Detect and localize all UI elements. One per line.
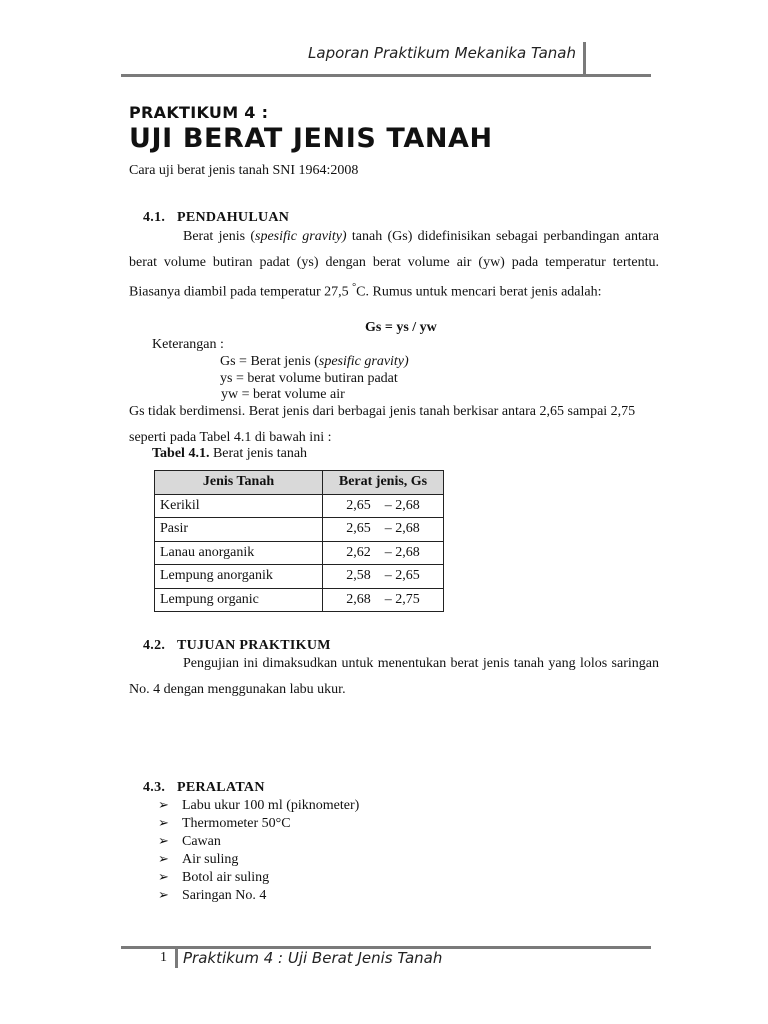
- table-cell: 2,68 – 2,75: [323, 588, 444, 612]
- specific-gravity-table: [154, 470, 444, 612]
- paragraph-text: C. Rumus untuk mencari berat jenis adalah:: [356, 284, 602, 300]
- chapter-subtitle: Cara uji berat jenis tanah SNI 1964:2008: [129, 163, 359, 178]
- list-item-text: Thermometer 50°C: [182, 816, 291, 831]
- list-item-text: Saringan No. 4: [182, 888, 267, 903]
- paragraph-italic: spesific gravity): [255, 229, 347, 244]
- list-item: [158, 851, 359, 869]
- list-item-text: Cawan: [182, 834, 221, 849]
- table-cell: Lanau anorganik: [155, 541, 323, 565]
- list-item: [158, 869, 359, 887]
- table-cell: Lempung anorganik: [155, 565, 323, 589]
- keterangan-italic: spesific gravity): [318, 354, 409, 369]
- arrow-bullet-icon: ➢: [158, 834, 169, 849]
- running-footer: Praktikum 4 : Uji Berat Jenis Tanah: [183, 949, 443, 967]
- list-item-text: Air suling: [182, 852, 239, 867]
- list-item: [158, 887, 359, 905]
- list-item-text: Botol air suling: [182, 870, 270, 885]
- paragraph-definition: [129, 224, 659, 305]
- equipment-list: [158, 797, 359, 905]
- table-header-row: [155, 471, 444, 495]
- section-number: 4.1.: [143, 210, 166, 225]
- table-row: [155, 518, 444, 542]
- column-header: Berat jenis, Gs: [323, 471, 444, 495]
- keterangan-yw: yw = berat volume air: [221, 387, 345, 402]
- arrow-bullet-icon: ➢: [158, 798, 169, 813]
- page-number: 1: [160, 950, 167, 965]
- chapter-label: PRAKTIKUM 4 :: [129, 103, 269, 122]
- footer-divider-vertical: [175, 948, 178, 968]
- keterangan-text: Gs = Berat jenis (: [220, 354, 319, 369]
- keterangan-gs: [220, 354, 409, 370]
- table-caption: [152, 446, 307, 462]
- table-caption-text: Berat jenis tanah: [209, 446, 308, 461]
- table-caption-label: Tabel 4.1.: [152, 446, 210, 461]
- arrow-bullet-icon: ➢: [158, 870, 169, 885]
- table-cell: Lempung organic: [155, 588, 323, 612]
- arrow-bullet-icon: ➢: [158, 816, 169, 831]
- header-rule: [121, 74, 651, 77]
- paragraph-text: tanah (Gs) didefinisikan sebagai perbandingan antara berat volume butiran padat (ys) dengan berat volume air (yw) pada temperatur tertentu. Biasanya diambil pada temperatur 27,5: [129, 229, 660, 300]
- section-number: 4.3.: [143, 780, 166, 795]
- arrow-bullet-icon: ➢: [158, 852, 169, 867]
- table-cell: 2,65 – 2,68: [323, 494, 444, 518]
- list-item: [158, 815, 359, 833]
- column-header: Jenis Tanah: [155, 471, 323, 495]
- list-item: [158, 797, 359, 815]
- list-item: [158, 833, 359, 851]
- section-title: PENDAHULUAN: [177, 210, 290, 225]
- table-row: [155, 565, 444, 589]
- table-row: [155, 588, 444, 612]
- table-row: [155, 541, 444, 565]
- running-header: Laporan Praktikum Mekanika Tanah: [308, 44, 576, 62]
- table-cell: 2,65 – 2,68: [323, 518, 444, 542]
- paragraph-text: Pengujian ini dimaksudkan untuk menentukan berat jenis tanah yang lolos saringan No. 4 dengan menggunakan labu ukur.: [129, 656, 659, 697]
- arrow-bullet-icon: ➢: [158, 888, 169, 903]
- list-item-text: Labu ukur 100 ml (piknometer): [182, 798, 360, 813]
- keterangan-ys: ys = berat volume butiran padat: [220, 371, 398, 386]
- table-cell: 2,62 – 2,68: [323, 541, 444, 565]
- degree-symbol: °: [352, 282, 357, 293]
- chapter-title: UJI BERAT JENIS TANAH: [129, 123, 493, 154]
- paragraph-tujuan: [129, 651, 659, 702]
- table-row: [155, 494, 444, 518]
- section-title: PERALATAN: [177, 780, 265, 795]
- table-cell: Pasir: [155, 518, 323, 542]
- table-cell: 2,58 – 2,65: [323, 565, 444, 589]
- paragraph-text: Berat jenis (: [183, 229, 255, 244]
- keterangan-label: Keterangan :: [152, 337, 224, 352]
- section-number: 4.2.: [143, 638, 166, 653]
- section-heading-peralatan: [143, 780, 265, 796]
- table-cell: Kerikil: [155, 494, 323, 518]
- paragraph-range: Gs tidak berdimensi. Berat jenis dari berbagai jenis tanah berkisar antara 2,65 sampai 2,75 seperti pada Tabel 4.1 di bawah ini :: [129, 404, 636, 445]
- section-title: TUJUAN PRAKTIKUM: [177, 638, 331, 653]
- formula: Gs = ys / yw: [365, 320, 437, 335]
- header-divider-vertical: [583, 42, 586, 76]
